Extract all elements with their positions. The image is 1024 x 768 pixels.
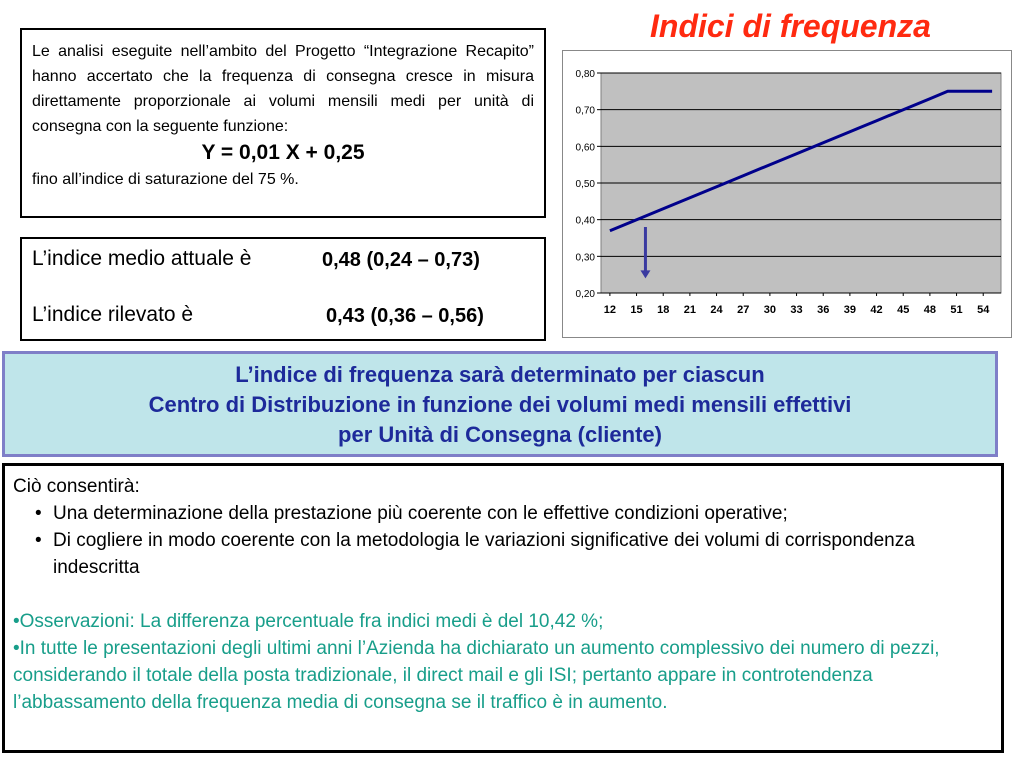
slide-title: Indici di frequenza	[650, 8, 931, 44]
x-tick-label: 30	[763, 304, 777, 316]
intro-text: Le analisi eseguite nell’ambito del Progetto “Integrazione Recapito” hanno accertato che la frequenza di consegna cresce in misura direttamente proporzionale ai volumi mensili medi per unità di consegna con la seguente funzione:	[32, 43, 534, 135]
frequency-chart	[562, 50, 1012, 338]
index-row-measured	[32, 303, 534, 331]
x-tick-label: 33	[790, 304, 803, 316]
measured-index-label: L’indice rilevato è	[32, 303, 194, 326]
x-tick-label: 48	[923, 304, 937, 316]
center-line-2: Centro di Distribuzione in funzione dei volumi medi mensili effettivi	[148, 392, 852, 417]
current-index-value: 0,48 (0,24 – 0,73)	[322, 249, 480, 271]
y-tick-label: 0,60	[575, 142, 595, 154]
spacer	[13, 581, 993, 608]
measured-index-value: 0,43 (0,36 – 0,56)	[326, 305, 484, 327]
index-row-current	[32, 247, 534, 275]
y-tick-label: 0,50	[575, 179, 595, 190]
observation-1: •Osservazioni: La differenza percentuale fra indici medi è del 10,42 %;	[13, 611, 604, 632]
y-tick-label: 0,20	[575, 289, 595, 300]
y-tick-label: 0,80	[575, 69, 595, 80]
bullet-item: • Di cogliere in modo coerente con la metodologia le variazioni significative dei volumi di corrispondenza indescritta	[35, 527, 993, 581]
y-tick-label: 0,70	[575, 105, 595, 117]
x-tick-label: 39	[843, 304, 857, 316]
current-index-label: L’indice medio attuale è	[32, 247, 252, 270]
intro-box	[20, 28, 546, 218]
bottom-intro: Ciò consentirà:	[13, 476, 140, 497]
bottom-box	[2, 463, 1004, 753]
bullet-item: • Una determinazione della prestazione più coerente con le effettive condizioni operative;	[35, 500, 993, 527]
x-tick-label: 15	[630, 304, 643, 316]
formula: Y = 0,01 X + 0,25	[201, 141, 365, 164]
x-tick-label: 27	[737, 304, 750, 316]
x-tick-label: 21	[683, 304, 697, 316]
y-tick-label: 0,30	[575, 252, 595, 264]
observation-2: •In tutte le presentazioni degli ultimi anni l’Azienda ha dichiarato un aumento complessivo dei numero di pezzi, considerando il totale della posta tradizionale, il direct mail e gli ISI; pertanto appare in controtendenza l’abbassamento della frequenza media di consegna se il traffico è in aumento.	[13, 638, 940, 713]
intro-tail: fino all’indice di saturazione del 75 %.	[32, 171, 299, 188]
center-line-1: L’indice di frequenza sarà determinato per ciascun	[235, 362, 765, 387]
x-tick-label: 18	[657, 304, 670, 316]
x-tick-label: 42	[870, 304, 883, 316]
x-tick-label: 12	[603, 304, 617, 316]
index-box	[20, 237, 546, 341]
center-line-3: per Unità di Consegna (cliente)	[338, 422, 662, 447]
center-banner	[2, 351, 998, 457]
x-tick-label: 36	[817, 304, 830, 316]
y-tick-label: 0,40	[575, 215, 595, 227]
x-tick-label: 24	[710, 304, 723, 316]
x-tick-label: 51	[950, 304, 963, 316]
x-tick-label: 54	[977, 304, 990, 316]
bullet-list	[13, 500, 993, 581]
chart-svg	[563, 51, 1011, 337]
x-tick-label: 45	[897, 304, 910, 316]
